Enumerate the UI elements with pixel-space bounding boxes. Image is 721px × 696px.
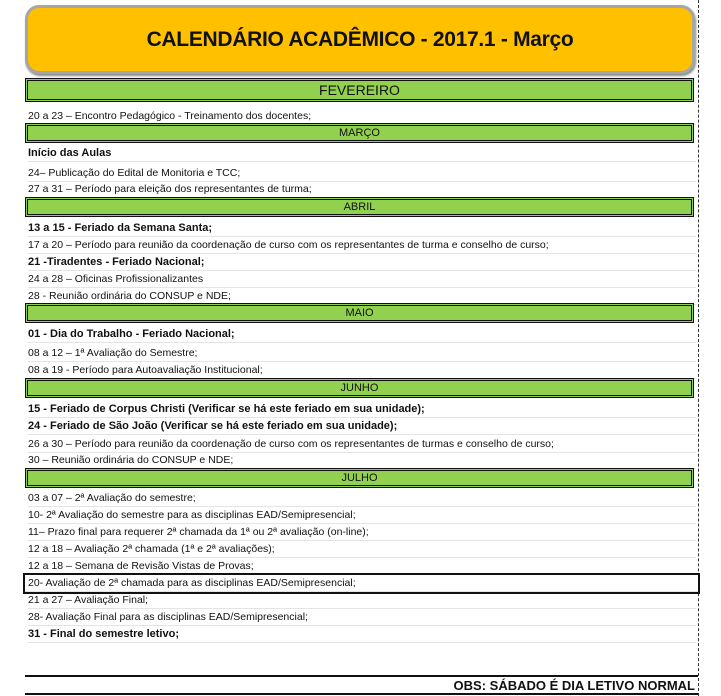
calendar-entry: 03 a 07 – 2ª Avaliação do semestre; [28, 490, 696, 507]
divider [25, 693, 698, 695]
calendar-entry: 12 a 18 – Semana de Revisão Vistas de Provas; [28, 558, 696, 575]
calendar-entry: 20 a 23 – Encontro Pedagógico - Treinamento dos docentes; [28, 108, 696, 125]
calendar-entry: 12 a 18 – Avaliação 2ª chamada (1ª e 2ª avaliações); [28, 541, 696, 558]
calendar-entry: 24 - Feriado de São João (Verificar se há este feriado em sua unidade); [28, 418, 696, 435]
calendar-entry: 15 - Feriado de Corpus Christi (Verificar se há este feriado em sua unidade); [28, 401, 696, 418]
selected-cell[interactable]: 20- Avaliação de 2ª chamada para as disciplinas EAD/Semipresencial; [25, 575, 698, 592]
calendar-entry: 28 - Reunião ordinária do CONSUP e NDE; [28, 288, 696, 305]
month-header-junho: JUNHO [25, 378, 694, 398]
calendar-entry: 11– Prazo final para requerer 2ª chamada da 1ª ou 2ª avaliação (on-line); [28, 524, 696, 541]
page-boundary [698, 0, 699, 696]
page-title: CALENDÁRIO ACADÊMICO - 2017.1 - Março [146, 27, 574, 51]
footer-note: OBS: SÁBADO É DIA LETIVO NORMAL [453, 678, 695, 693]
calendar-entry: 13 a 15 - Feriado da Semana Santa; [28, 220, 696, 237]
calendar-entry: 10- 2ª Avaliação do semestre para as disciplinas EAD/Semipresencial; [28, 507, 696, 524]
calendar-entry: 24– Publicação do Edital de Monitoria e TCC; [28, 165, 696, 182]
calendar-entry: 21 a 27 – Avaliação Final; [28, 592, 696, 609]
calendar-entry: 24 a 28 – Oficinas Profissionalizantes [28, 271, 696, 288]
calendar-entry: 08 a 19 - Período para Autoavaliação Institucional; [28, 362, 696, 379]
calendar-entry: 26 a 30 – Período para reunião da coordenação de curso com os representantes de turmas e conselho de curso; [28, 436, 696, 453]
month-header-julho: JULHO [25, 468, 694, 488]
calendar-entry: Início das Aulas [28, 145, 696, 162]
month-header-março: MARÇO [25, 123, 694, 143]
calendar-entry: 08 a 12 – 1ª Avaliação do Semestre; [28, 345, 696, 362]
month-header-abril: ABRIL [25, 197, 694, 217]
calendar-entry: 01 - Dia do Trabalho - Feriado Nacional; [28, 326, 696, 343]
calendar-entry: 31 - Final do semestre letivo; [28, 626, 696, 643]
calendar-entry: 27 a 31 – Período para eleição dos representantes de turma; [28, 181, 696, 198]
month-header-fevereiro: FEVEREIRO [25, 78, 694, 102]
title-banner [25, 5, 695, 74]
month-header-maio: MAIO [25, 303, 694, 323]
calendar-entry: 30 – Reunião ordinária do CONSUP e NDE; [28, 452, 696, 469]
divider [25, 675, 698, 677]
calendar-entry: 17 a 20 – Período para reunião da coordenação de curso com os representantes de turma e conselho de curso; [28, 237, 696, 254]
calendar-entry: 21 -Tiradentes - Feriado Nacional; [28, 254, 696, 271]
calendar-entry: 28- Avaliação Final para as disciplinas EAD/Semipresencial; [28, 609, 696, 626]
